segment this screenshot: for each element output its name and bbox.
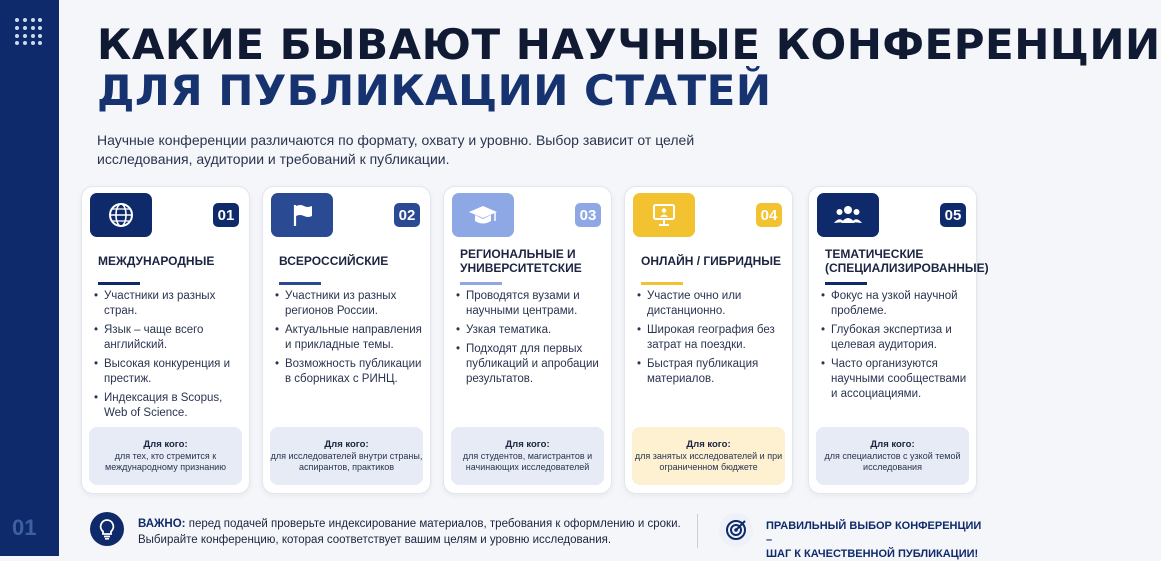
card-regional [443,186,612,494]
side-stripe [0,0,59,556]
card-bullets [275,289,425,391]
important-label: ВАЖНО: [138,518,186,530]
bullet: • Возможность публикации в сборниках с РИНЦ. [275,357,425,387]
closing-line1: ПРАВИЛЬНЫЙ ВЫБОР КОНФЕРЕНЦИИ – [766,520,982,546]
title-underline [279,282,321,285]
bullet: • Актуальные направления и прикладные темы. [275,323,425,353]
bullet: • Глубокая экспертиза и целевая аудитория. [821,323,971,353]
intro-text: Научные конференции различаются по формату, охвату и уровню. Выбор зависит от целей исследования, аудитории и требований к публикации. [97,132,695,167]
audience-box [451,427,604,485]
audience-text: для специалистов с узкой темой исследования [824,451,961,472]
card-online [624,186,793,494]
card-bullets [94,289,244,425]
card-thematic [808,186,989,494]
globe-icon [90,193,152,237]
bullet: • Подходят для первых публикаций и апробации результатов. [456,342,606,387]
title-underline [460,282,502,285]
audience-box [632,427,785,485]
graduation-cap-icon [452,193,514,237]
bullet: • Участие очно или дистанционно. [637,289,787,319]
audience-label: Для кого: [143,439,188,450]
presentation-icon [633,193,695,237]
important-text [138,516,698,548]
bullet: • Быстрая публикация материалов. [637,357,787,387]
target-icon [719,513,753,547]
slide-number: 01 [12,515,37,540]
audience-text: для занятых исследователей и при ограниченном бюджете [634,451,783,472]
group-icon [817,193,879,237]
lightbulb-icon [90,512,124,546]
audience-label: Для кого: [686,439,731,450]
card-number: 04 [756,203,782,227]
card-bullets [637,289,787,391]
title-underline [641,282,683,285]
title-underline [98,282,140,285]
card-bullets [821,289,971,406]
audience-text: для исследователей внутри страны, аспирантов, практиков [270,451,423,472]
bullet: • Индексация в Scopus, Web of Science. [94,391,244,421]
audience-label: Для кого: [324,439,369,450]
card-national [262,186,431,494]
audience-box [816,427,969,485]
card-international [81,186,250,494]
card-number: 03 [575,203,601,227]
audience-text: для тех, кто стремится к международному признанию [105,451,226,472]
closing-line2: ШАГ К КАЧЕСТВЕННОЙ ПУБЛИКАЦИИ! [766,548,979,560]
bullet: • Участники из разных стран. [94,289,244,319]
audience-text: для студентов, магистрантов и начинающих исследователей [462,451,593,472]
card-number: 02 [394,203,420,227]
audience-box [89,427,242,485]
important-body: перед подачей проверьте индексирование материалов, требования к оформлению и сроки. Выбирайте конференцию, которая соответствует вашим целям и уровню исследования. [138,518,681,546]
page-title-line1: КАКИЕ БЫВАЮТ НАУЧНЫЕ КОНФЕРЕНЦИИ [97,20,1161,69]
bullet: • Широкая география без затрат на поездки. [637,323,787,353]
closing-message [766,519,986,561]
bullet: • Узкая тематика. [456,323,606,338]
bullet: • Часто организуются научными сообществами и ассоциациями. [821,357,971,402]
card-bullets [456,289,606,391]
page-title-line2: ДЛЯ ПУБЛИКАЦИИ СТАТЕЙ [97,66,772,115]
flag-icon [271,193,333,237]
audience-box [270,427,423,485]
dots-decoration [15,18,43,46]
card-number: 05 [940,203,966,227]
card-title: РЕГИОНАЛЬНЫЕ И УНИВЕРСИТЕТСКИЕ [460,247,582,275]
bullet: • Язык – чаще всего английский. [94,323,244,353]
bullet: • Фокус на узкой научной проблеме. [821,289,971,319]
card-title: ТЕМАТИЧЕСКИЕ (СПЕЦИАЛИЗИРОВАННЫЕ) [825,247,989,275]
audience-label: Для кого: [870,439,915,450]
footer-divider [697,514,698,548]
title-underline [825,282,867,285]
card-title: ОНЛАЙН / ГИБРИДНЫЕ [641,254,782,268]
card-title: МЕЖДУНАРОДНЫЕ [98,254,215,268]
bullet: • Высокая конкуренция и престиж. [94,357,244,387]
card-title: ВСЕРОССИЙСКИЕ [279,254,389,268]
card-number: 01 [213,203,239,227]
bullet: • Участники из разных регионов России. [275,289,425,319]
audience-label: Для кого: [505,439,550,450]
bullet: • Проводятся вузами и научными центрами. [456,289,606,319]
